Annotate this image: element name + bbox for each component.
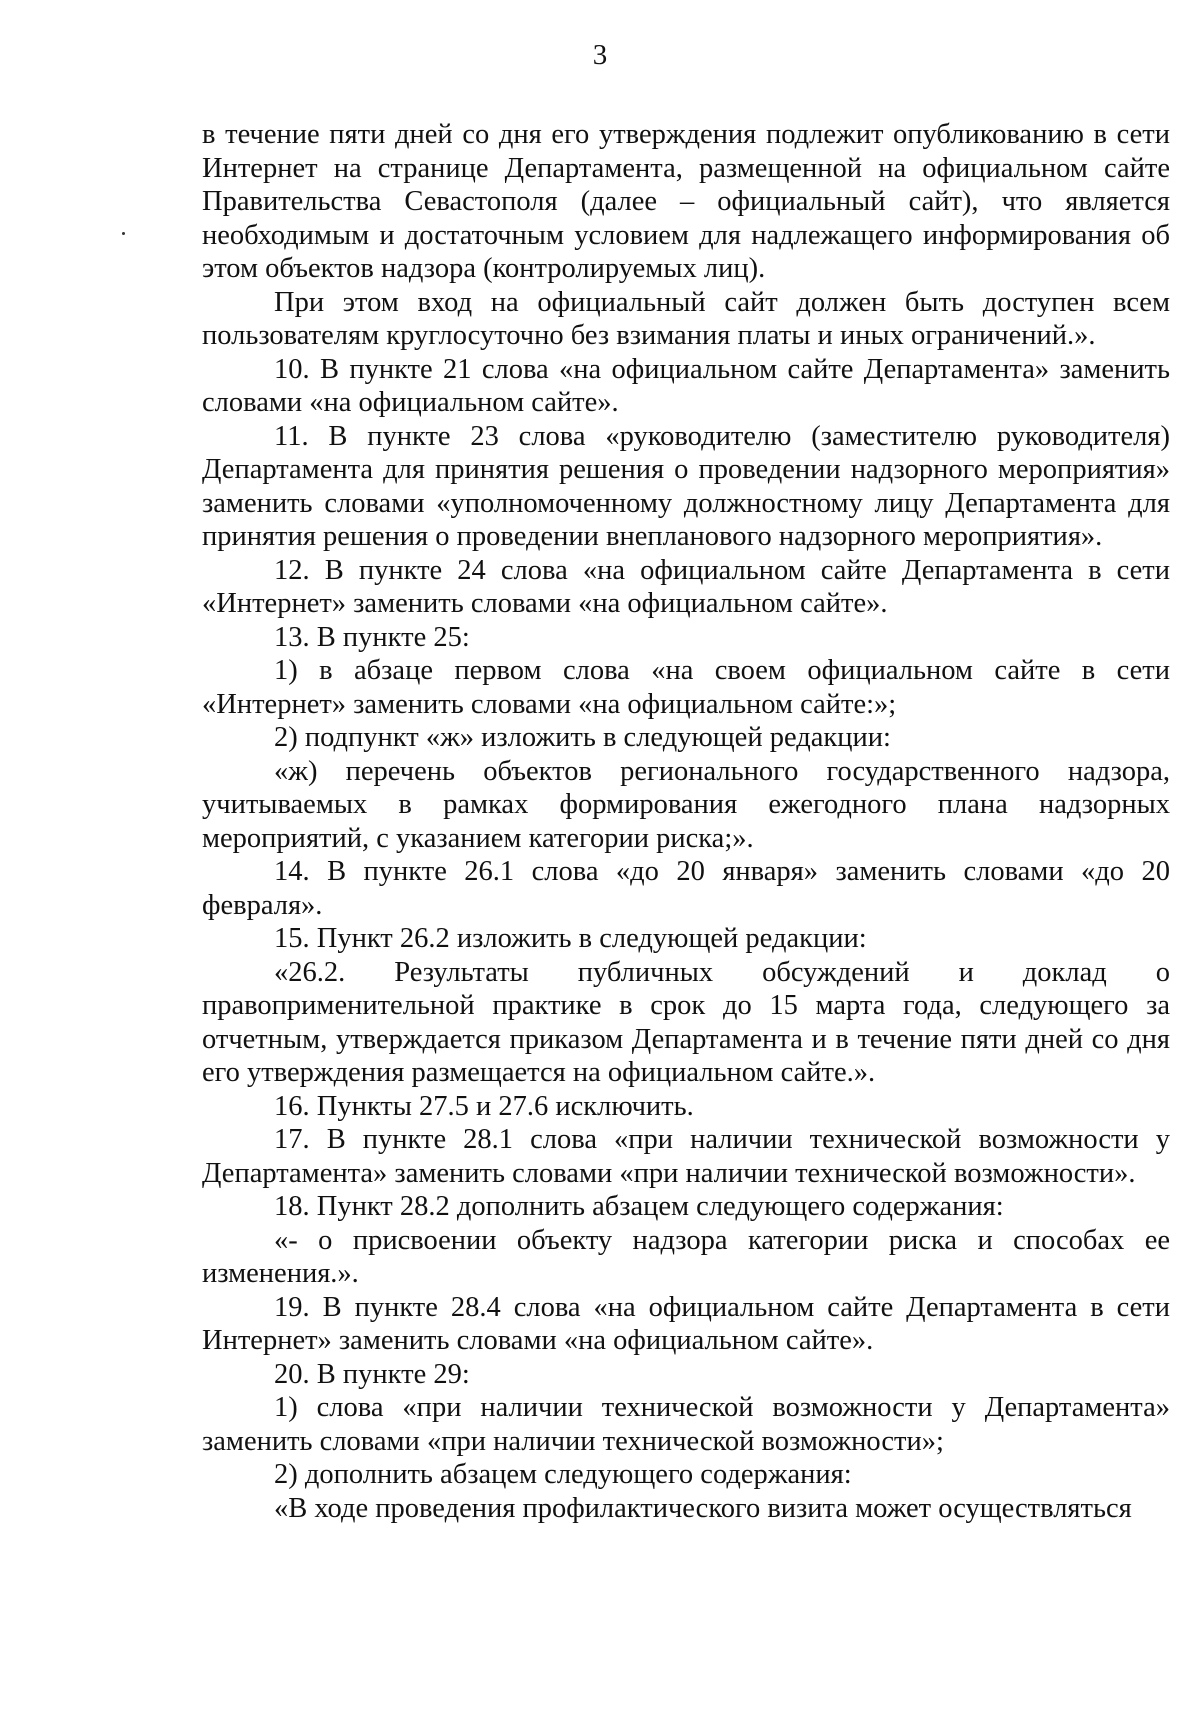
paragraph: 2) подпункт «ж» изложить в следующей редакции:: [274, 722, 891, 753]
paragraph: 15. Пункт 26.2 изложить в следующей редакции:: [274, 923, 867, 954]
paragraph: «26.2. Результаты публичных обсуждений и доклад о правоприменительной практике в срок до 15 марта года, следующего за отчетным, утверждается приказом Департамента и в течение пяти дней со дня его утверждения размещается на официальном сайте.».: [202, 956, 1170, 1088]
paragraph: «ж) перечень объектов регионального государственного надзора, учитываемых в рамках формирования ежегодного плана надзорных мероприятий, с указанием категории риска;».: [202, 755, 1170, 854]
paragraph: 2) дополнить абзацем следующего содержания:: [274, 1459, 852, 1490]
paragraph: 11. В пункте 23 слова «руководителю (заместителю руководителя) Департамента для принятия решения о проведении надзорного мероприятия» заменить словами «уполномоченному должностному лицу Департамента для принятия решения о проведении внепланового надзорного мероприятия».: [202, 420, 1170, 552]
paragraph: 1) слова «при наличии технической возможности у Департамента» заменить словами «при наличии технической возможности»;: [202, 1392, 1170, 1457]
paragraph: 10. В пункте 21 слова «на официальном сайте Департамента» заменить словами «на официальном сайте».: [202, 353, 1170, 418]
paragraph: 14. В пункте 26.1 слова «до 20 января» заменить словами «до 20 февраля».: [202, 856, 1170, 921]
paragraph: 17. В пункте 28.1 слова «при наличии технической возможности у Департамента» заменить словами «при наличии технической возможности».: [202, 1124, 1170, 1189]
paragraph: 1) в абзаце первом слова «на своем официальном сайте в сети «Интернет» заменить словами «на официальном сайте:»;: [202, 655, 1170, 720]
paragraph: 20. В пункте 29:: [274, 1358, 470, 1390]
scan-speck: [122, 232, 125, 235]
paragraph: «- о присвоении объекту надзора категории риска и способах ее изменения.».: [202, 1224, 1170, 1289]
paragraph: «В ходе проведения профилактического визита может осуществляться: [274, 1492, 1132, 1524]
paragraph: 19. В пункте 28.4 слова «на официальном сайте Департамента в сети Интернет» заменить словами «на официальном сайте».: [202, 1291, 1170, 1356]
paragraph: в течение пяти дней со дня его утверждения подлежит опубликованию в сети Интернет на странице Департамента, размещенной на официальном сайте Правительства Севастополя (далее – официальный сайт), что является необходимым и достаточным условием для надлежащего информирования об этом объектов надзора (контролируемых лиц).: [202, 119, 1170, 284]
paragraph: 12. В пункте 24 слова «на официальном сайте Департамента в сети «Интернет» заменить словами «на официальном сайте».: [202, 554, 1170, 619]
page-number: 3: [592, 39, 608, 71]
paragraph: При этом вход на официальный сайт должен быть доступен всем пользователям круглосуточно без взимания платы и иных ограничений.».: [202, 286, 1170, 351]
paragraph: 13. В пункте 25:: [274, 621, 470, 653]
paragraph: 16. Пункты 27.5 и 27.6 исключить.: [274, 1090, 694, 1122]
document-body: [202, 118, 1170, 1525]
paragraph: 18. Пункт 28.2 дополнить абзацем следующего содержания:: [274, 1191, 1004, 1222]
